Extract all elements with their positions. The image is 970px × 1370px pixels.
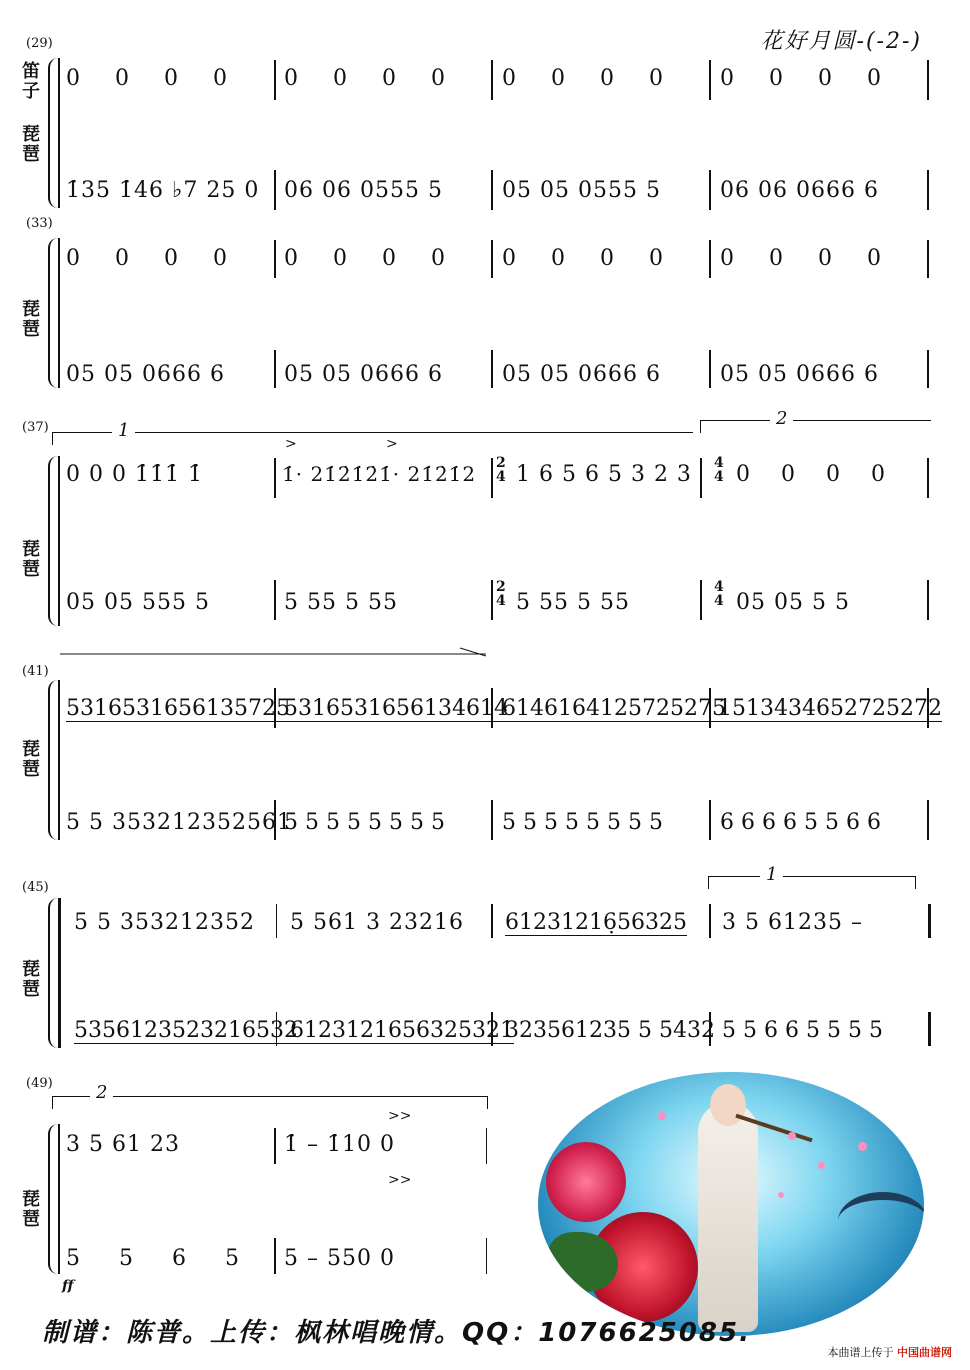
volta-bracket-2 <box>52 1096 488 1109</box>
barline <box>491 800 493 840</box>
volta-bracket-1 <box>52 432 693 445</box>
pipa-measure-32: 06 06 0666 6 <box>720 178 879 203</box>
time-signature: 2 4 <box>496 455 506 485</box>
pipa-measure-34: 05 05 0666 6 <box>284 362 443 387</box>
instrument-label-pipa: 琵琶 <box>22 124 40 165</box>
accent-mark: > <box>386 436 398 452</box>
instrument-label-flute: 笛子 <box>22 61 40 102</box>
barline <box>709 240 711 278</box>
accent-mark: >> <box>388 1172 412 1188</box>
petal-image <box>778 1192 784 1198</box>
pipa-measure-30: 06 06 0555 5 <box>284 178 443 203</box>
barline <box>491 580 493 620</box>
petal-image <box>818 1162 825 1169</box>
flute-measure-34: 0 0 0 0 <box>284 246 446 271</box>
volta-bracket-2 <box>700 420 931 433</box>
barline <box>709 904 711 938</box>
pipa-measure-29: 1̇35 1̇46 ♭7 25 0 <box>66 178 260 203</box>
time-signature: 4 4 <box>714 455 724 485</box>
measure-number: (33) <box>26 216 53 231</box>
petal-image <box>658 1112 666 1120</box>
measure-number: (41) <box>22 664 49 679</box>
barline <box>927 350 929 388</box>
pipa-measure-41: 5 5 353212352561 <box>66 810 292 835</box>
pipa-measure-38: 5 55 5 55 <box>284 590 398 615</box>
barline <box>274 240 276 278</box>
flute-measure-47: 61231216̣56325 <box>505 910 687 935</box>
flute-measure-48: 3 5 61235 – <box>722 910 863 935</box>
illustration-flute-player <box>538 1072 924 1336</box>
flute-measure-36: 0 0 0 0 <box>720 246 882 271</box>
flute-measure-30: 0 0 0 0 <box>284 66 446 91</box>
barline <box>927 580 929 620</box>
volta-label-2: 2 <box>770 408 793 429</box>
system-start-barline <box>58 58 60 208</box>
flute-measure-42: 5316531656134614 <box>284 696 508 721</box>
flute-measure-40: 0 0 0 0 <box>736 462 886 487</box>
volta-label-1: 1 <box>112 420 135 441</box>
barline <box>491 458 493 498</box>
barline <box>491 904 493 938</box>
flute-measure-50: 1̇ – 1̇10 0 <box>284 1132 395 1157</box>
instrument-label-pipa: 琵琶 <box>22 959 40 1000</box>
barline <box>491 60 493 100</box>
upload-note-text: 本曲谱上传于 <box>827 1346 894 1359</box>
pavilion-roof-image <box>838 1192 924 1250</box>
flute-measure-35: 0 0 0 0 <box>502 246 664 271</box>
pipa-measure-49: 5 5 6 5 <box>66 1246 240 1271</box>
barline <box>491 240 493 278</box>
accent-mark: >> <box>388 1108 412 1124</box>
barline <box>274 458 276 498</box>
barline <box>927 60 929 100</box>
credit-line: 制谱：陈普。上传：枫林唱晚情。QQ：1076625085. <box>42 1318 751 1348</box>
repeat-barline <box>700 458 702 498</box>
flute-measure-39: 1 6 5 6 5 3 2 3 <box>516 462 692 487</box>
time-signature: 2 4 <box>496 579 506 609</box>
barline <box>927 458 929 498</box>
pipa-measure-46: 6123121656325321 <box>290 1018 514 1043</box>
barline <box>927 800 929 840</box>
page-title: 花好月圆-(-2-) <box>760 29 922 54</box>
barline <box>709 60 711 100</box>
repeat-end-barline <box>928 1012 931 1046</box>
pipa-measure-48: 55665555 <box>722 1018 890 1043</box>
measure-number: (49) <box>26 1076 53 1091</box>
pipa-measure-40: 05 05 5 5 <box>736 590 850 615</box>
barline <box>274 60 276 100</box>
repeat-end-barline <box>928 904 931 938</box>
flute-measure-41: 5316531656135725 <box>66 696 290 721</box>
accent-mark: > <box>285 436 297 452</box>
time-signature: 4 4 <box>714 579 724 609</box>
pipa-measure-31: 05 05 0555 5 <box>502 178 661 203</box>
barline <box>274 1238 276 1274</box>
flute-measure-29: 0 0 0 0 <box>66 66 228 91</box>
barline <box>274 580 276 620</box>
barline <box>274 170 276 210</box>
flute-measure-49: 3 5 61 23 <box>66 1132 180 1157</box>
figure-face-image <box>710 1084 746 1126</box>
pipa-measure-39: 5 55 5 55 <box>516 590 630 615</box>
system-start-barline <box>58 1124 60 1274</box>
flute-measure-44: 1513434652725272 <box>718 696 942 721</box>
measure-number: (45) <box>22 880 49 895</box>
volta-label-2: 2 <box>90 1082 113 1103</box>
measure-number: (37) <box>22 420 49 435</box>
system-start-barline <box>58 680 60 840</box>
peony-flower-image <box>546 1142 626 1222</box>
upload-note <box>828 1344 953 1360</box>
final-barline <box>486 1238 491 1274</box>
petal-image <box>788 1132 796 1140</box>
final-barline <box>486 1128 491 1164</box>
repeat-start-barline <box>58 898 61 1048</box>
barline <box>709 800 711 840</box>
flute-measure-31: 0 0 0 0 <box>502 66 664 91</box>
pipa-measure-45: 5356123523216532 <box>74 1018 298 1043</box>
pipa-measure-42: 55555555 <box>284 810 452 835</box>
flute-measure-33: 0 0 0 0 <box>66 246 228 271</box>
petal-image <box>858 1142 867 1151</box>
volta-bracket-1 <box>708 876 916 889</box>
barline <box>927 240 929 278</box>
pipa-measure-44: 66665566 <box>720 810 888 835</box>
figure-robe-image <box>698 1102 758 1332</box>
flute-measure-32: 0 0 0 0 <box>720 66 882 91</box>
volta-label-1: 1 <box>760 864 783 885</box>
barline <box>274 350 276 388</box>
system-start-barline <box>58 456 60 626</box>
system-start-barline <box>58 238 60 388</box>
site-logo-text[interactable]: 中国曲谱网 <box>897 1346 952 1359</box>
flute-measure-37: 0 0 0 1̇1̇1̇ 1̇ <box>66 462 203 487</box>
instrument-label-pipa: 琵琶 <box>22 539 40 580</box>
flute-measure-43: 6146164125725275 <box>502 696 726 721</box>
pipa-measure-43: 55555555 <box>502 810 670 835</box>
barline <box>491 170 493 210</box>
barline <box>491 350 493 388</box>
barline <box>709 350 711 388</box>
instrument-label-pipa: 琵琶 <box>22 299 40 340</box>
decrescendo-hairpin <box>60 646 490 662</box>
repeat-barline <box>700 580 702 620</box>
barline <box>709 170 711 210</box>
flute-measure-46: 5 561 3 23216 <box>290 910 464 935</box>
pipa-measure-36: 05 05 0666 6 <box>720 362 879 387</box>
measure-number: (29) <box>26 36 53 51</box>
double-barline <box>276 904 280 938</box>
barline <box>927 170 929 210</box>
pipa-measure-47: 323561235 5 5432 <box>505 1018 715 1043</box>
flute-measure-38: 1̇· 21̇2̇1̇2̇1̇· 21̇2̇1̇2 <box>282 462 477 486</box>
instrument-label-pipa: 琵琶 <box>22 1189 40 1230</box>
pipa-measure-37: 05 05 555 5 <box>66 590 210 615</box>
pipa-measure-33: 05 05 0666 6 <box>66 362 225 387</box>
pipa-measure-50: 5 – 550 0 <box>284 1246 395 1271</box>
barline <box>274 1128 276 1164</box>
instrument-label-pipa: 琵琶 <box>22 739 40 780</box>
pipa-measure-35: 05 05 0666 6 <box>502 362 661 387</box>
dynamic-ff: ff <box>62 1278 74 1294</box>
flute-measure-45: 5 5 353212352 <box>74 910 255 935</box>
